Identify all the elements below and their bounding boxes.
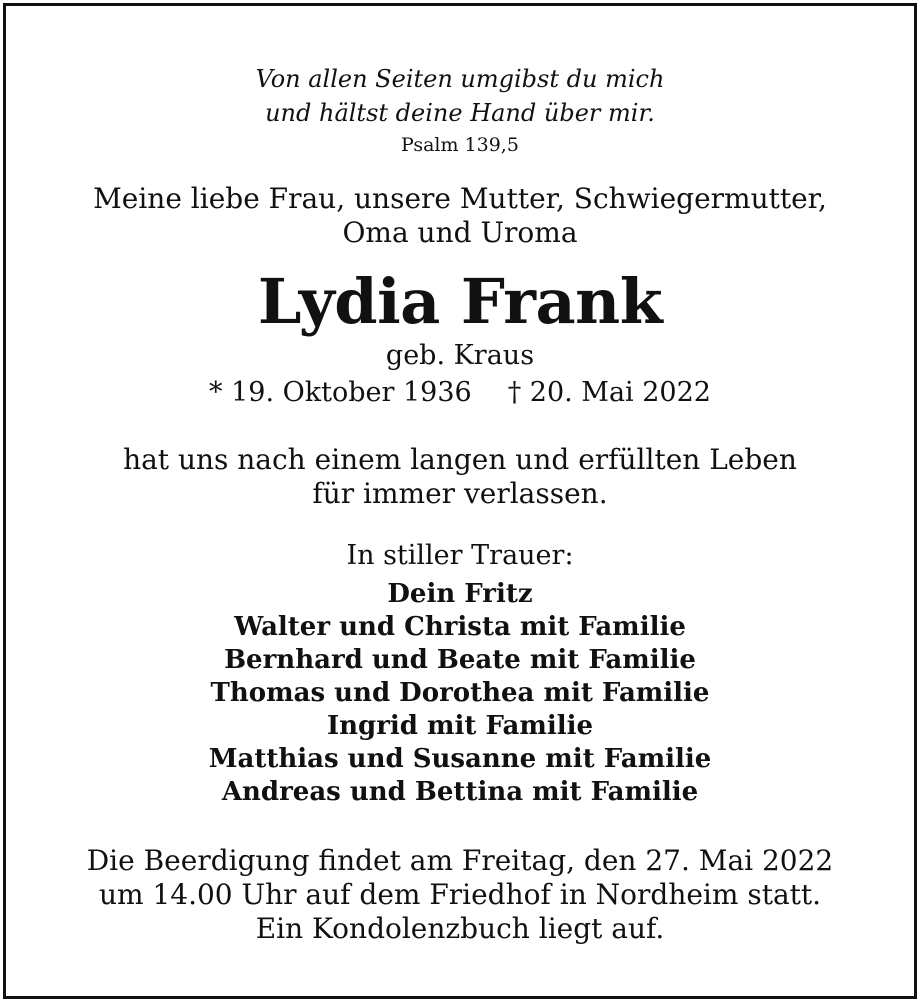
mourner-name: Matthias und Susanne mit Familie bbox=[208, 744, 712, 774]
mourner-name: Andreas und Bettina mit Familie bbox=[221, 777, 699, 807]
mourner-name: Thomas und Dorothea mit Familie bbox=[210, 678, 710, 708]
life-dates bbox=[6, 377, 914, 409]
funeral-line-2: um 14.00 Uhr auf dem Friedhof in Nordheim statt. bbox=[98, 878, 822, 911]
intro-line-1: Meine liebe Frau, unsere Mutter, Schwiegermutter, bbox=[93, 182, 827, 215]
mourner-name: Dein Fritz bbox=[387, 579, 533, 609]
birth-date: * 19. Oktober 1936 bbox=[209, 377, 472, 408]
verse-reference: Psalm 139,5 bbox=[401, 134, 519, 156]
birth-name: geb. Kraus bbox=[385, 340, 535, 371]
verse-line-2: und hältst deine Hand über mir. bbox=[265, 99, 655, 127]
mourner-name: Bernhard und Beate mit Familie bbox=[224, 645, 696, 675]
mourner-name: Ingrid mit Familie bbox=[326, 711, 594, 741]
intro-line-2: Oma und Uroma bbox=[342, 216, 578, 249]
verse-line-1: Von allen Seiten umgibst du mich bbox=[255, 65, 665, 93]
funeral-line-1: Die Beerdigung findet am Freitag, den 27. Mai 2022 bbox=[86, 844, 834, 877]
deceased-name: Lydia Frank bbox=[257, 265, 663, 338]
funeral-line-3: Ein Kondolenzbuch liegt auf. bbox=[255, 912, 665, 945]
message-line-1: hat uns nach einem langen und erfüllten Leben bbox=[123, 443, 797, 476]
mourner-name: Walter und Christa mit Familie bbox=[234, 612, 686, 642]
mourners-heading: In stiller Trauer: bbox=[346, 540, 574, 571]
message-line-2: für immer verlassen. bbox=[312, 477, 608, 510]
obituary-notice bbox=[3, 3, 917, 999]
death-date: † 20. Mai 2022 bbox=[507, 377, 711, 408]
